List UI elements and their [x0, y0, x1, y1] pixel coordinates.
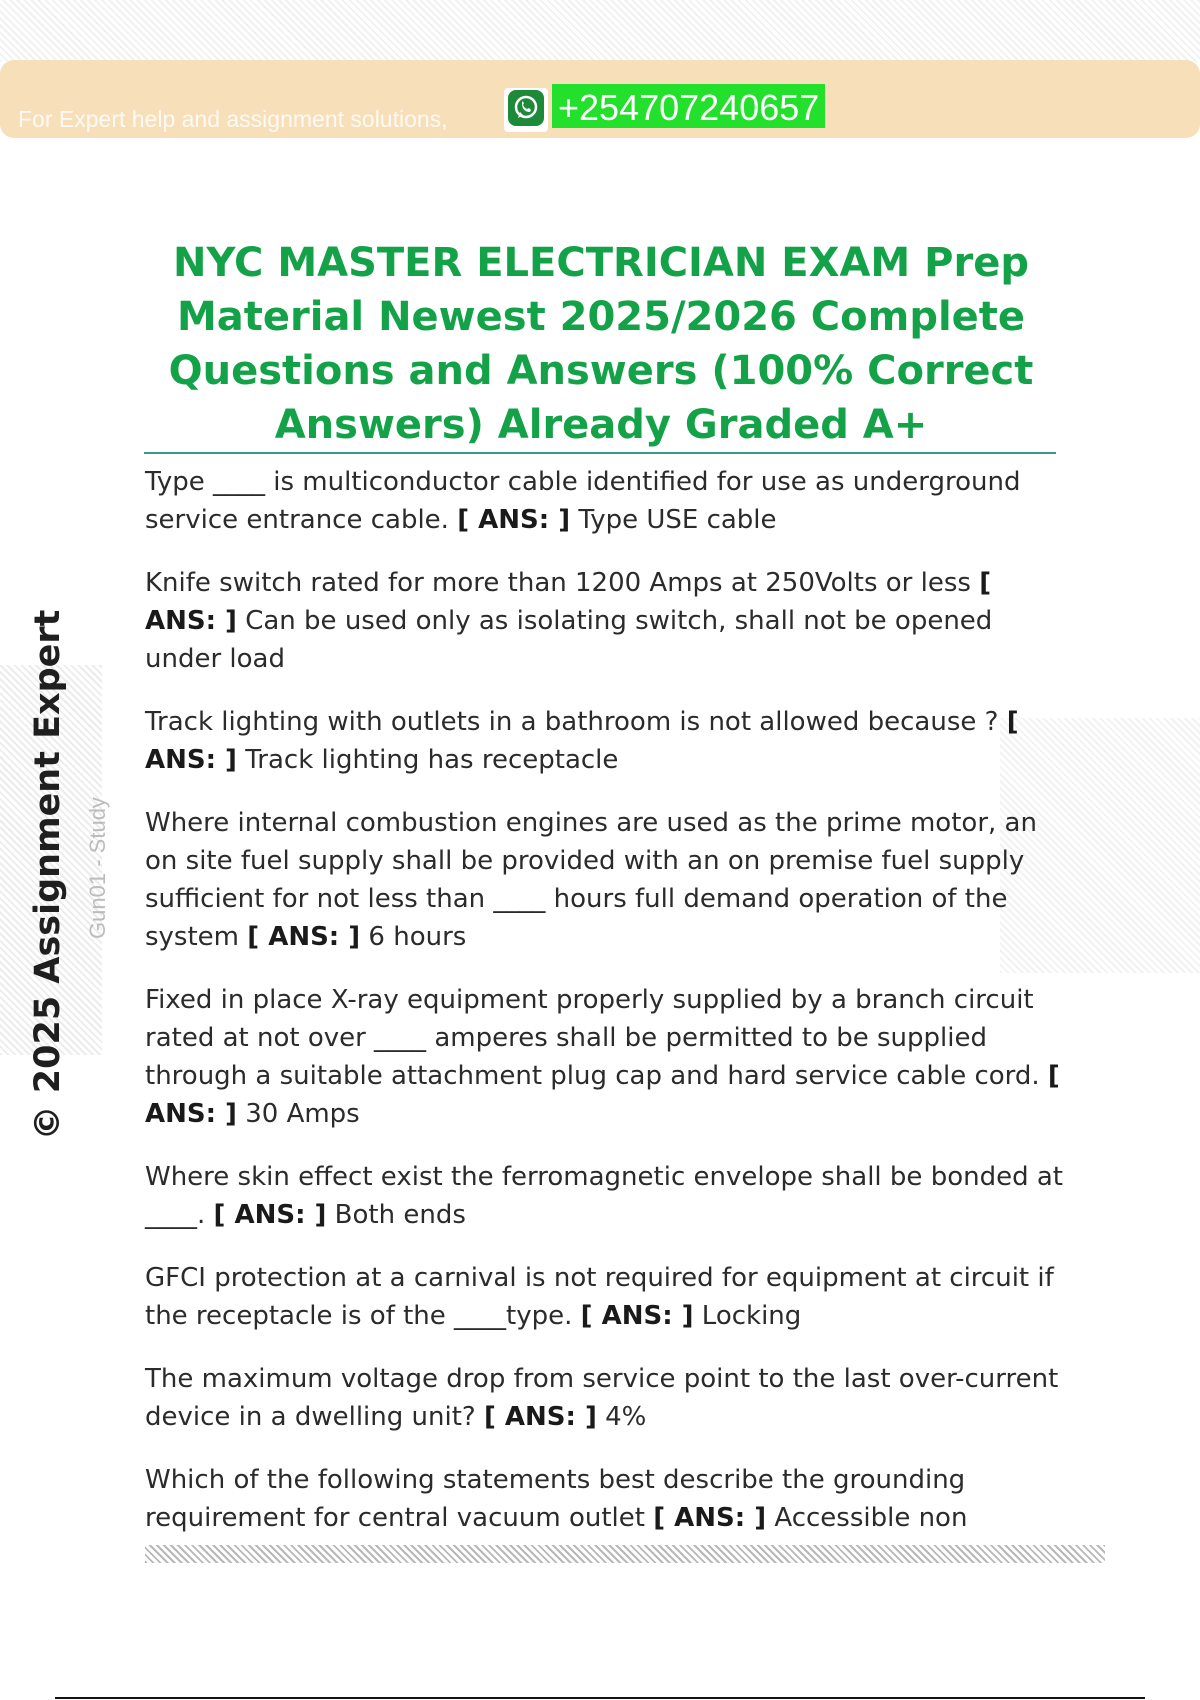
ans-label: [ ANS: ] [213, 1200, 327, 1230]
document-title: NYC MASTER ELECTRICIAN EXAM Prep Material Newest 2025/2026 Complete Questions and Answers (100% Correct Answers) Already Graded A+ [168, 240, 1034, 448]
answer-text: 6 hours [368, 922, 467, 952]
question-text: Which of the following statements best describe the grounding requirement for central vacuum outlet [145, 1465, 966, 1533]
answer-text: Track lighting has receptacle [245, 745, 619, 775]
banner-text: For Expert help and assignment solutions, [18, 106, 448, 132]
ans-label: [ ANS: ] [580, 1301, 694, 1331]
qa-item-9 [145, 1461, 1065, 1537]
qa-item-3 [145, 703, 1065, 779]
answer-text: Can be used only as isolating switch, shall not be opened under load [145, 606, 993, 674]
question-text: Fixed in place X-ray equipment properly supplied by a branch circuit rated at not over ____ amperes shall be permitted to be supplied through a suitable attachment plug cap and hard service cable cord. [145, 985, 1040, 1091]
qa-item-1 [145, 463, 1065, 539]
qa-item-2 [145, 564, 1065, 678]
top-hatch-decoration [0, 0, 1200, 62]
qa-item-4 [145, 804, 1065, 956]
title-underline [144, 452, 1056, 454]
footer-rule [55, 1697, 1145, 1699]
vertical-watermark: © 2025 Assignment Expert [28, 609, 68, 1141]
question-text: GFCI protection at a carnival is not required for equipment at circuit if the receptacle is of the ____type. [145, 1263, 1054, 1331]
whatsapp-icon[interactable] [508, 90, 544, 126]
ans-label: [ ANS: ] [457, 505, 571, 535]
answer-text: Accessible non [774, 1503, 968, 1533]
phone-number-link[interactable]: +254707240657 [552, 84, 825, 128]
answer-text: 30 Amps [245, 1099, 360, 1129]
blur-overlay [145, 1545, 1105, 1563]
ans-label: [ ANS: ] [145, 568, 992, 636]
qa-item-7 [145, 1259, 1065, 1335]
question-text: Track lighting with outlets in a bathroom is not allowed because ? [145, 707, 999, 737]
answer-text: Both ends [334, 1200, 466, 1230]
question-text: Where skin effect exist the ferromagnetic envelope shall be bonded at ____. [145, 1162, 1063, 1230]
faint-watermark: Gun01 - Study [85, 797, 110, 939]
qa-item-5 [145, 981, 1065, 1133]
qa-item-6 [145, 1158, 1065, 1234]
question-text: Knife switch rated for more than 1200 Amps at 250Volts or less [145, 568, 971, 598]
question-text: Type ____ is multiconductor cable identified for use as underground service entrance cable. [145, 467, 1021, 535]
ans-label: [ ANS: ] [145, 707, 1019, 775]
ans-label: [ ANS: ] [653, 1503, 767, 1533]
ans-label: [ ANS: ] [483, 1402, 597, 1432]
answer-text: Locking [701, 1301, 802, 1331]
ans-label: [ ANS: ] [247, 922, 361, 952]
qa-item-8 [145, 1360, 1065, 1436]
question-text: The maximum voltage drop from service point to the last over-current device in a dwelling unit? [145, 1364, 1059, 1432]
ans-label: [ ANS: ] [145, 1061, 1060, 1129]
question-text: Where internal combustion engines are used as the prime motor, an on site fuel supply shall be provided with an on premise fuel supply sufficient for not less than ____ hours full demand operation of the system [145, 808, 1037, 952]
answer-text: 4% [605, 1402, 647, 1432]
answer-text: Type USE cable [578, 505, 777, 535]
